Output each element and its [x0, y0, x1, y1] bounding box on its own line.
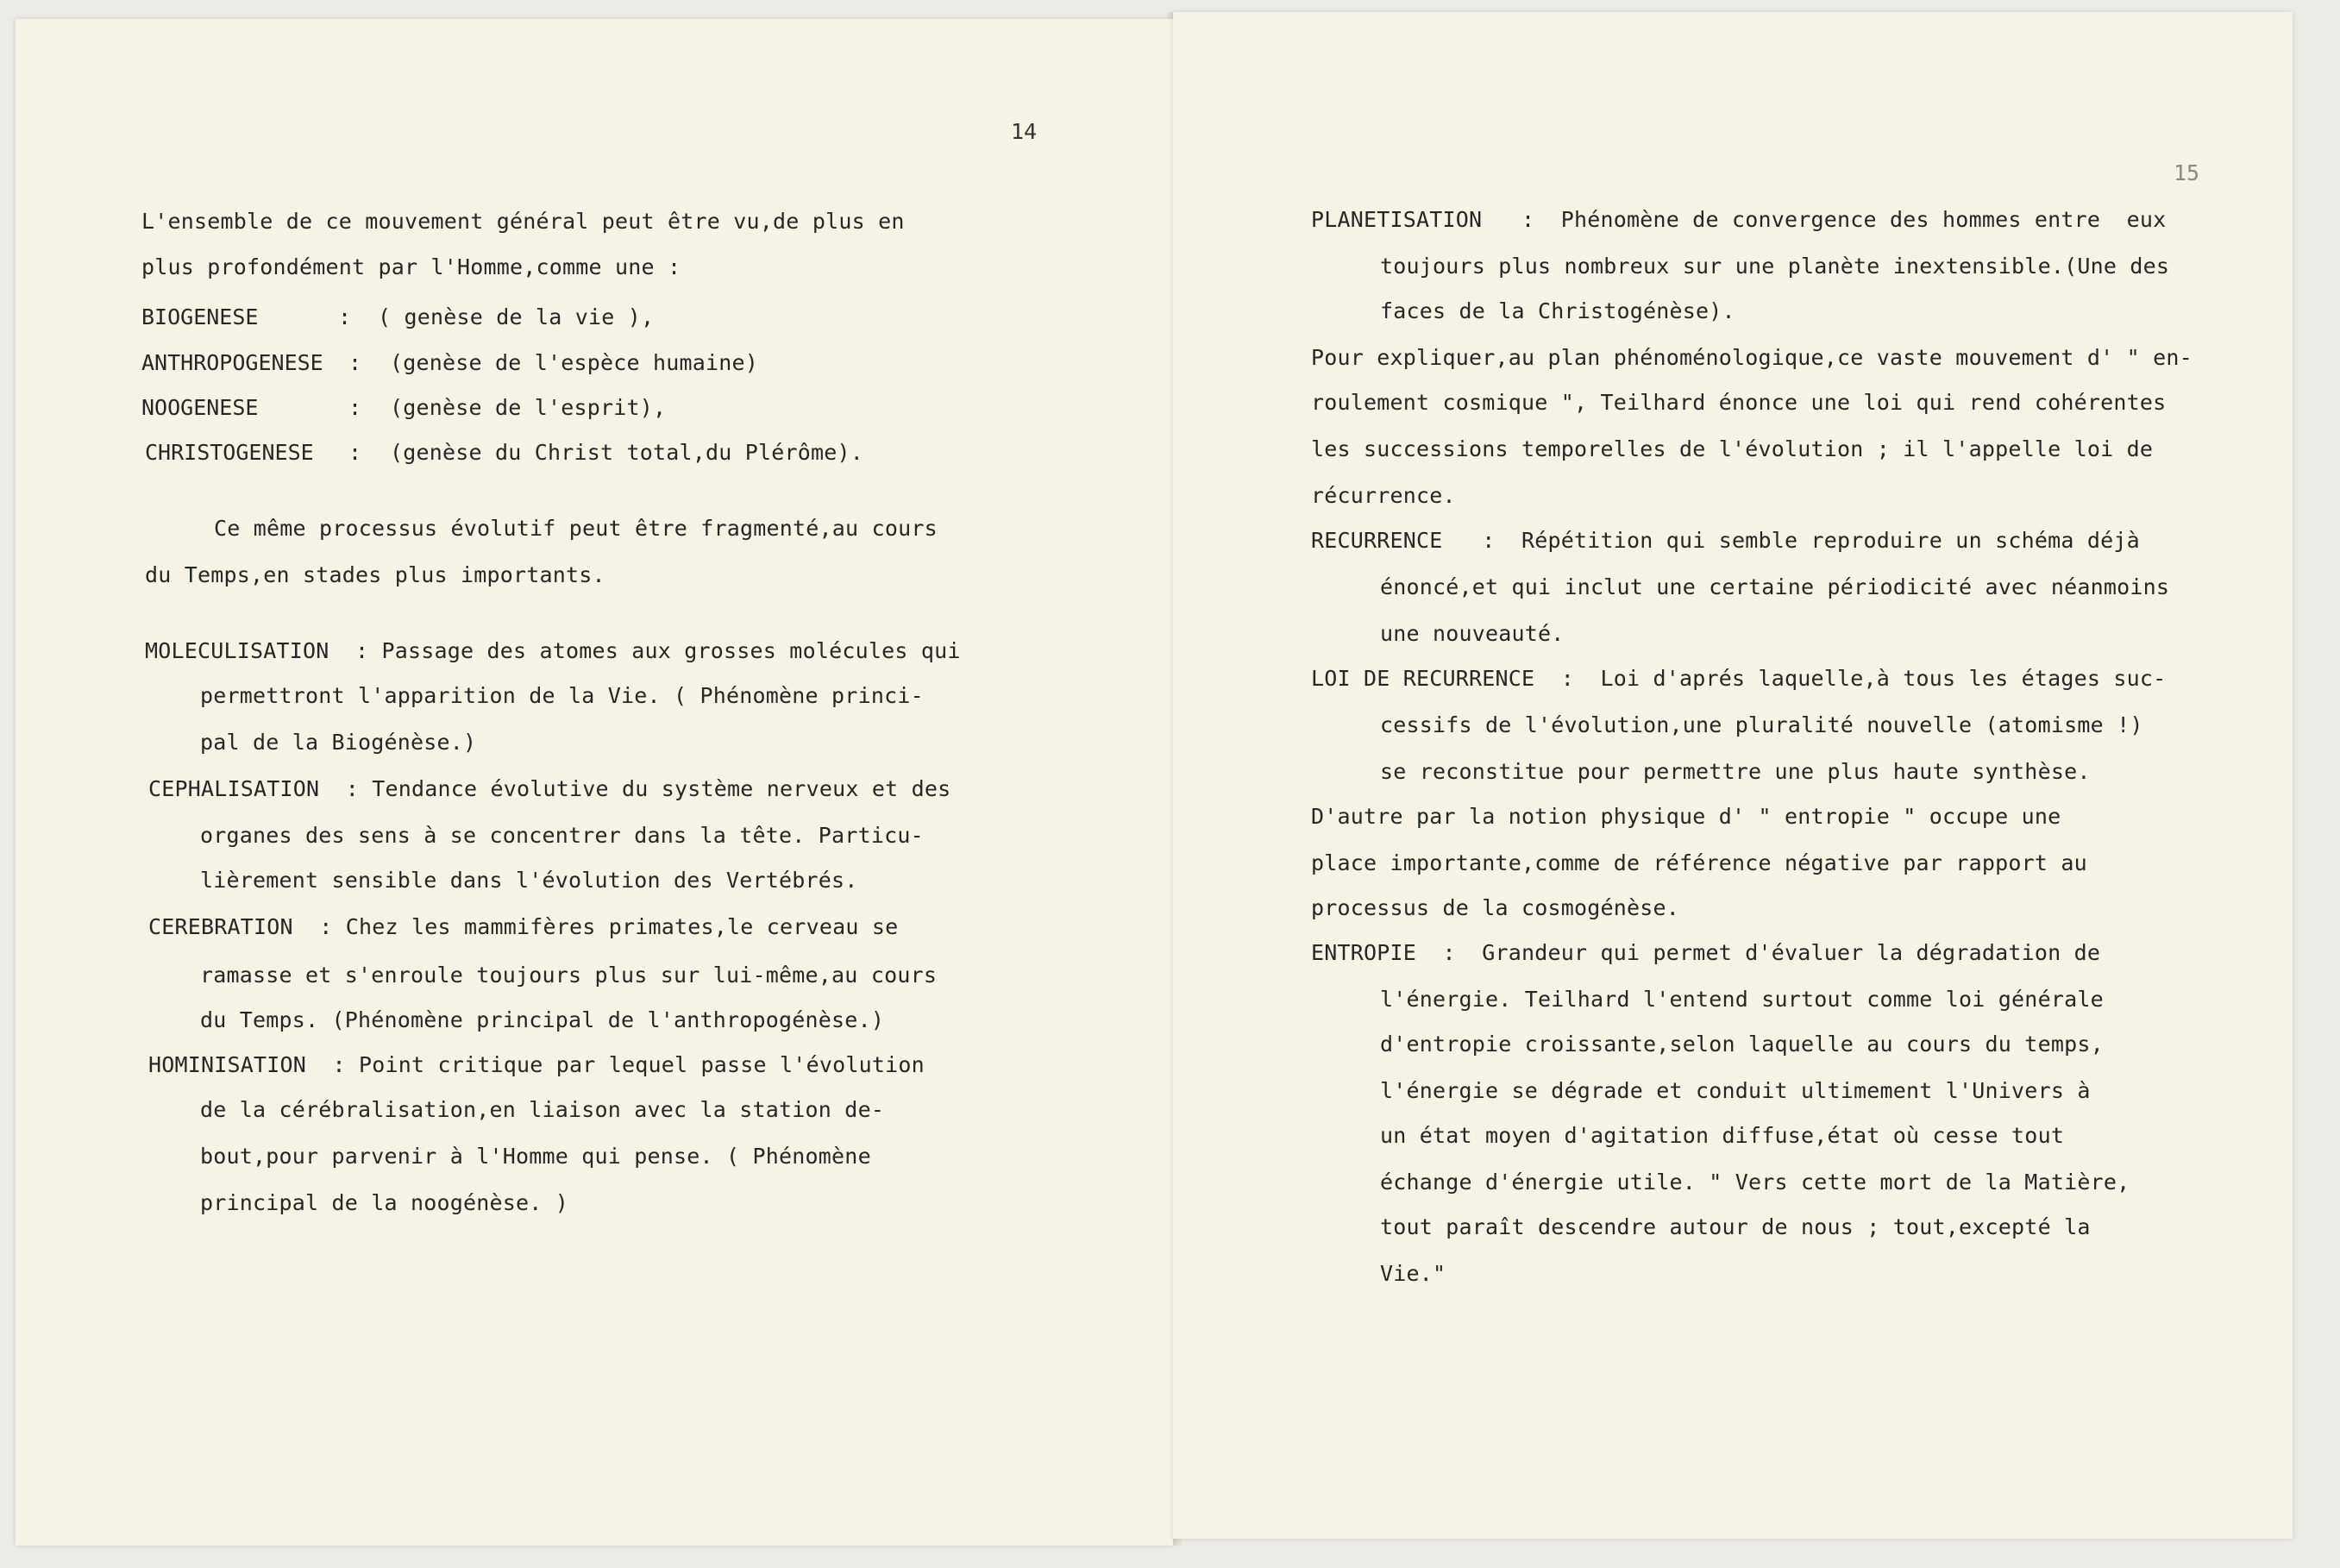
def-cerebration-line-1: CEREBRATION : Chez les mammifères primates,le cerveau se [148, 914, 899, 939]
para2-line-1: Ce même processus évolutif peut être fragmenté,au cours [214, 516, 938, 541]
def-planetisation-line-2: toujours plus nombreux sur une planète inextensible.(Une des [1380, 254, 2170, 279]
genese-term: CHRISTOGENESE [145, 440, 314, 465]
genese-term: BIOGENESE [141, 304, 259, 329]
right-page [1173, 12, 2293, 1539]
genese-desc: (genèse de l'espèce humaine) [390, 350, 759, 375]
def-entropie-line-4: l'énergie se dégrade et conduit ultimement l'Univers à [1380, 1078, 2091, 1103]
def-moleculisation-line-2: permettront l'apparition de la Vie. ( Phénomène princi- [200, 683, 924, 708]
def-entropie-line-5: un état moyen d'agitation diffuse,état où cesse tout [1380, 1123, 2065, 1148]
def-entropie-line-2: l'énergie. Teilhard l'entend surtout comme loi générale [1380, 987, 2104, 1012]
genese-sep: : [348, 395, 362, 420]
genese-term: NOOGENESE [141, 395, 259, 420]
def-hominisation-line-4: principal de la noogénèse. ) [200, 1190, 569, 1215]
para-explain-line-1: Pour expliquer,au plan phénoménologique,ce vaste mouvement d' " en- [1311, 345, 2193, 370]
genese-desc: (genèse de l'esprit), [390, 395, 667, 420]
def-recurrence-line-2: énoncé,et qui inclut une certaine périodicité avec néanmoins [1380, 574, 2170, 599]
def-cerebration-line-2: ramasse et s'enroule toujours plus sur lui-même,au cours [200, 963, 938, 988]
para-entropie-line-2: place importante,comme de référence négative par rapport au [1311, 850, 2087, 875]
def-cephalisation-line-1: CEPHALISATION : Tendance évolutive du système nerveux et des [148, 776, 951, 801]
def-moleculisation-line-3: pal de la Biogénèse.) [200, 730, 477, 755]
def-entropie-line-6: échange d'énergie utile. " Vers cette mort de la Matière, [1380, 1170, 2130, 1195]
genese-sep: : [348, 440, 362, 465]
left-page [16, 19, 1173, 1546]
genese-desc: ( genèse de la vie ), [378, 304, 655, 329]
genese-term: ANTHROPOGENESE [141, 350, 323, 375]
def-planetisation-line-3: faces de la Christogénèse). [1380, 298, 1735, 323]
para-entropie-line-3: processus de la cosmogénèse. [1311, 895, 1680, 920]
para-explain-line-3: les successions temporelles de l'évolution ; il l'appelle loi de [1311, 436, 2154, 461]
para-entropie-line-1: D'autre par la notion physique d' " entropie " occupe une [1311, 804, 2061, 829]
def-hominisation-line-1: HOMINISATION : Point critique par lequel passe l'évolution [148, 1052, 925, 1077]
page-number-right: 15 [2174, 160, 2200, 185]
def-loi-recurrence-line-1: LOI DE RECURRENCE : Loi d'aprés laquelle,à tous les étages suc- [1311, 666, 2167, 691]
def-entropie-line-8: Vie." [1380, 1261, 1446, 1286]
def-cerebration-line-3: du Temps. (Phénomène principal de l'anthropogénèse.) [200, 1007, 885, 1032]
intro-line-1: L'ensemble de ce mouvement général peut être vu,de plus en [141, 209, 905, 234]
def-recurrence-line-1: RECURRENCE : Répétition qui semble reproduire un schéma déjà [1311, 528, 2140, 553]
def-entropie-line-7: tout paraît descendre autour de nous ; tout,excepté la [1380, 1214, 2091, 1239]
def-cephalisation-line-3: lièrement sensible dans l'évolution des Vertébrés. [200, 868, 858, 893]
def-moleculisation-line-1: MOLECULISATION : Passage des atomes aux grosses molécules qui [145, 638, 961, 663]
intro-line-2: plus profondément par l'Homme,comme une : [141, 254, 681, 279]
def-loi-recurrence-line-2: cessifs de l'évolution,une pluralité nouvelle (atomisme !) [1380, 712, 2143, 737]
page-number-left: 14 [1011, 119, 1038, 144]
def-cephalisation-line-2: organes des sens à se concentrer dans la tête. Particu- [200, 823, 924, 848]
def-hominisation-line-2: de la cérébralisation,en liaison avec la station de- [200, 1097, 885, 1122]
genese-desc: (genèse du Christ total,du Plérôme). [390, 440, 864, 465]
def-hominisation-line-3: bout,pour parvenir à l'Homme qui pense. ( Phénomène [200, 1144, 871, 1169]
def-entropie-line-1: ENTROPIE : Grandeur qui permet d'évaluer la dégradation de [1311, 940, 2101, 965]
def-recurrence-line-3: une nouveauté. [1380, 621, 1565, 646]
def-entropie-line-3: d'entropie croissante,selon laquelle au cours du temps, [1380, 1032, 2104, 1057]
para2-line-2: du Temps,en stades plus importants. [145, 562, 605, 587]
def-planetisation-line-1: PLANETISATION : Phénomène de convergence des hommes entre eux [1311, 207, 2167, 232]
def-loi-recurrence-line-3: se reconstitue pour permettre une plus haute synthèse. [1380, 759, 2091, 784]
para-explain-line-4: récurrence. [1311, 483, 1456, 508]
para-explain-line-2: roulement cosmique ", Teilhard énonce une loi qui rend cohérentes [1311, 390, 2167, 415]
genese-sep: : [338, 304, 352, 329]
genese-sep: : [348, 350, 362, 375]
